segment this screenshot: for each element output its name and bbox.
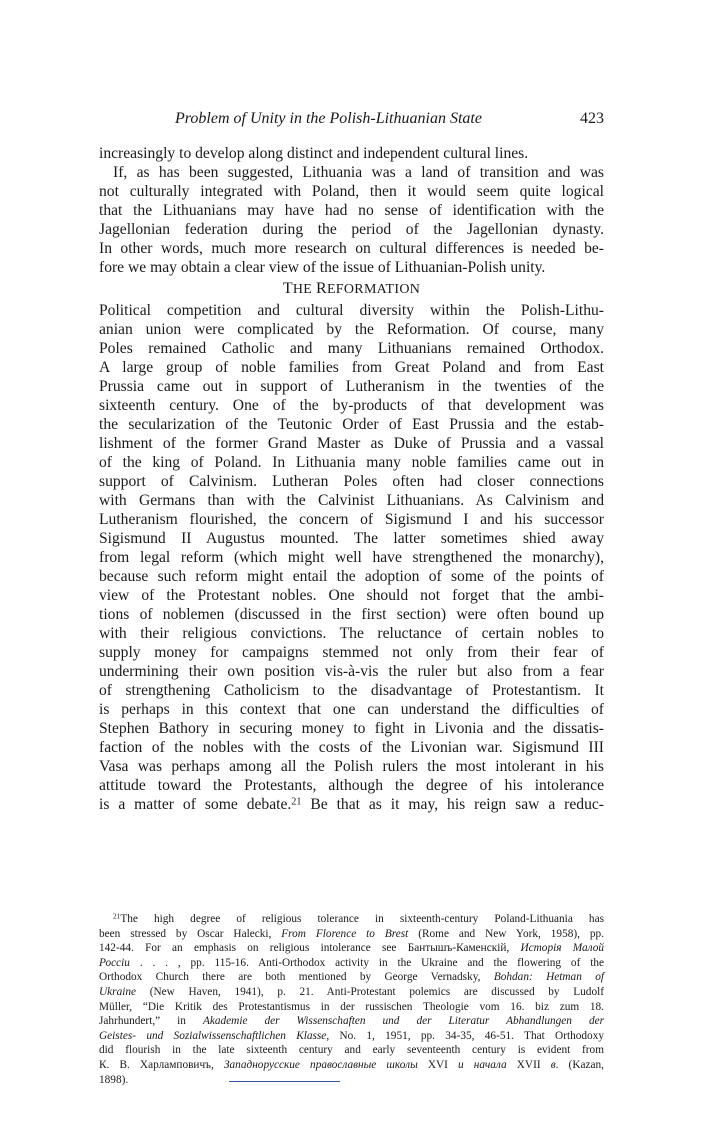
body-line: from legal reform (which might well have strengthened the monarchy), (99, 549, 604, 566)
footnote-text: The high degree of religious tolerance in sixteenth-century Poland-Lithuania has (120, 913, 604, 925)
body-line: Poles remained Catholic and many Lithuanians remained Orthodox. (99, 340, 604, 357)
footnote-text: 142-44. For an emphasis on religious intolerance see Бантышъ-Каменскій, (99, 942, 521, 955)
footnote-text: (New Haven, 1941), p. 21. Anti-Protestant polemics are discussed by Ludolf (136, 985, 604, 998)
footnote-text: Jahrhundert,” in (99, 1015, 203, 1028)
running-head (99, 110, 604, 132)
heading-small-caps: EFORMATION (326, 282, 421, 297)
footnote-line: Müller, “Die Kritik des Protestantismus in der russischen Theologie vom 16. biz zum 18. (99, 1000, 604, 1013)
footnote-text: . (Kazan, (555, 1058, 604, 1071)
citation-title: Исторія Малой (520, 942, 605, 955)
footnote-line (99, 970, 604, 985)
body-line: sixteenth century. One of the by-products of that development was (99, 397, 604, 414)
footnote-text: К. В. Харламповичъ, (99, 1058, 224, 1071)
article-body (99, 144, 604, 814)
bottom-rule (229, 1081, 340, 1082)
footnote-text: been stressed by Oscar Halecki, (99, 927, 282, 940)
body-line: of strengthening Catholicism to the disadvantage of Protestantism. It (99, 682, 604, 699)
body-line: that the Lithuanians may have had no sense of identification with the (99, 202, 604, 219)
body-line: A large group of noble families from Great Poland and from East (99, 359, 604, 376)
footnote-line (99, 941, 604, 956)
body-line: Lutheranism flourished, the concern of Sigismund I and his successor (99, 511, 604, 528)
body-line: anian union were complicated by the Reformation. Of course, many (99, 321, 604, 338)
footnote-ref[interactable]: 21 (291, 796, 302, 808)
heading-small-caps: HE (292, 282, 313, 297)
body-line: with their religious convictions. The reluctance of certain nobles to (99, 625, 604, 642)
citation-title: Россіи (99, 956, 130, 969)
footnote-line (99, 956, 604, 971)
heading-cap: R (315, 280, 327, 297)
citation-title: в (550, 1058, 556, 1071)
footnote-text: (Rome and New York, 1958), pp. (408, 927, 604, 940)
body-line: increasingly to develop along distinct and independent cultural lines. (99, 145, 529, 162)
body-line: not culturally integrated with Poland, then it would seem quite logical (99, 183, 604, 200)
citation-title: Bohdan: Hetman of (493, 971, 604, 984)
footnote-text: XVII (506, 1058, 551, 1071)
body-line: If, as has been suggested, Lithuania was a land of transition and was (113, 164, 604, 181)
body-line: Vasa was perhaps among all the Polish rulers the most intolerant in his (99, 758, 604, 775)
body-line: fore we may obtain a clear view of the issue of Lithuanian-Polish unity. (99, 259, 546, 276)
footnote-text: , No. 1, 1951, pp. 34-35, 46-51. That Orthodoxy (326, 1029, 604, 1042)
footnote-line (99, 912, 604, 927)
body-line: Jagellonian federation during the period of the Jagellonian dynasty. (99, 221, 604, 238)
heading-cap: T (282, 280, 293, 297)
footnote-text: Orthodox Church there are both mentioned by George Vernadsky, (99, 971, 494, 984)
body-line: Stephen Bathory in securing money to fight in Livonia and the dissatis- (99, 720, 604, 737)
body-text: is a matter of some debate. (99, 796, 292, 813)
body-line: the secularization of the Teutonic Order of East Prussia and the estab- (99, 416, 604, 433)
citation-title: Geistes- und Sozialwissenschaftlichen Klasse (99, 1029, 327, 1042)
body-line: Prussia came out in support of Lutheranism in the twenties of the (99, 378, 604, 395)
footnote-text: XVI (417, 1058, 459, 1071)
footnote-marker: 21 (113, 911, 121, 921)
body-line: Sigismund II Augustus mounted. The latter sometimes shied away (99, 530, 604, 547)
body-line: undermining their own position vis-à-vis the ruler but also from a fear (99, 663, 604, 680)
footnote-line (99, 985, 604, 1000)
body-line: with Germans than with the Calvinist Lithuanians. As Calvinism and (99, 492, 604, 509)
citation-title: From Florence to Brest (281, 927, 409, 940)
body-line: of the king of Poland. In Lithuania many noble families came out in (99, 454, 604, 471)
footnote-line: 1898). (99, 1073, 129, 1086)
running-head-title: Problem of Unity in the Polish-Lithuanian State (175, 110, 482, 127)
body-line: tions of noblemen (discussed in the first section) were often bound up (99, 606, 604, 623)
citation-title: Akademie der Wissenschaften und der Literatur Abhandlungen der (202, 1015, 604, 1028)
footnotes (99, 912, 604, 1087)
citation-title: и начала (458, 1058, 507, 1071)
footnote-line (99, 1014, 604, 1029)
body-line: Political competition and cultural diversity within the Polish-Lithu- (99, 302, 604, 319)
body-line: supply money for campaigns stemmed not only from their fear of (99, 644, 604, 661)
page-number: 423 (580, 110, 604, 127)
footnote-text: . . . , pp. 115-16. Anti-Orthodox activity in the Ukraine and the flowering of the (129, 956, 604, 969)
body-line: is perhaps in this context that one can understand the difficulties of (99, 701, 604, 718)
footnote-line: did flourish in the late sixteenth century and early seventeenth century is evident from (99, 1044, 604, 1057)
body-line: faction of the nobles with the costs of the Livonian war. Sigismund III (99, 739, 604, 756)
body-text: Be that as it may, his reign saw a reduc- (301, 796, 604, 813)
section-heading (99, 277, 604, 301)
body-line: attitude toward the Protestants, although the degree of his intolerance (99, 777, 604, 794)
footnote-line (99, 927, 604, 942)
body-line: In other words, much more research on cultural differences is needed be- (99, 240, 604, 257)
footnote-line (99, 1058, 604, 1073)
body-line (99, 795, 604, 814)
citation-title: Ukraine (99, 985, 137, 998)
body-line: because such reform might entail the adoption of some of the points of (99, 568, 604, 585)
footnote-line (99, 1029, 604, 1044)
citation-title: Западнорусскиe православныe школы (223, 1058, 418, 1071)
body-line: lishment of the former Grand Master as Duke of Prussia and a vassal (99, 435, 604, 452)
body-line: view of the Protestant nobles. One should not forget that the ambi- (99, 587, 604, 604)
body-line: support of Calvinism. Lutheran Poles often had closer connections (99, 473, 604, 490)
